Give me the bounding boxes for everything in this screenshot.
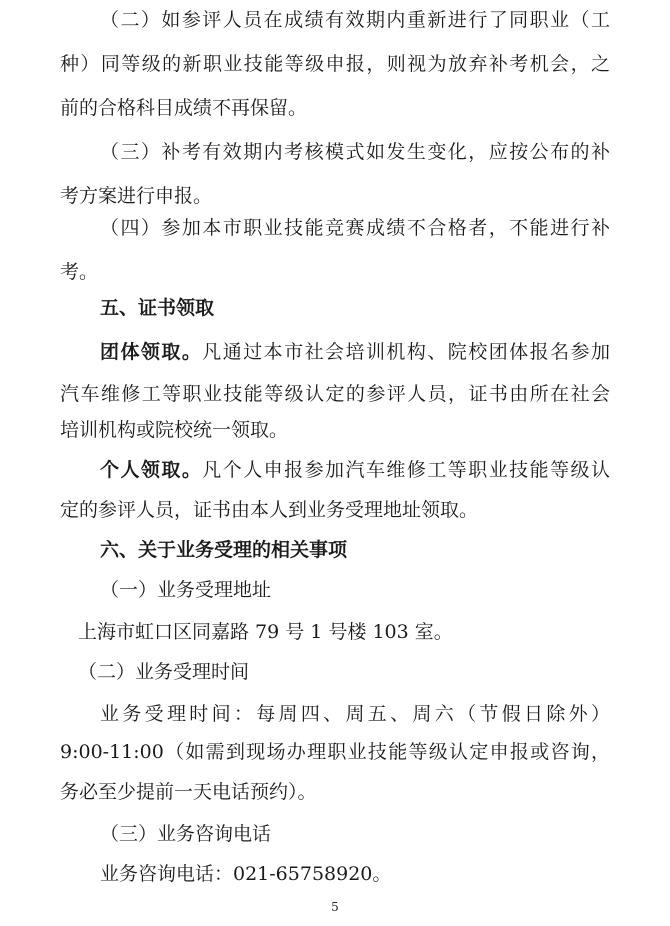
group-collection-line-1 [100,340,610,364]
paragraph-3-line-1: （三）补考有效期内考核模式如发生变化，应按公布的补 [100,141,610,163]
subsection-2-line-1: 业务受理时间：每周四、周五、周六（节假日除外） [100,703,610,725]
subsection-2-title: （二）业务受理时间 [78,661,250,683]
group-collection-text: 凡通过本市社会培训机构、院校团体报名参加 [202,341,610,363]
section-6-heading: 六、关于业务受理的相关事项 [100,539,348,561]
personal-collection-line-1 [100,458,610,482]
subsection-1-title: （一）业务受理地址 [100,579,272,601]
paragraph-4-line-2: 考。 [60,261,99,283]
paragraph-4-line-1: （四）参加本市职业技能竞赛成绩不合格者，不能进行补 [100,217,610,239]
page-number: 5 [331,900,339,914]
section-5-heading: 五、证书领取 [100,297,215,319]
personal-collection-line-2: 定的参评人员，证书由本人到业务受理地址领取。 [60,499,479,521]
subsection-1-text: 上海市虹口区同嘉路 79 号 1 号楼 103 室。 [78,621,453,643]
subsection-2-line-2: 9:00-11:00（如需到现场办理职业技能等级认定申报或咨询， [60,741,610,763]
paragraph-2-line-2: 种）同等级的新职业技能等级申报，则视为放弃补考机会，之 [60,53,610,75]
group-collection-line-3: 培训机构或院校统一领取。 [60,419,289,441]
subsection-3-title: （三）业务咨询电话 [100,823,272,845]
paragraph-2-line-1: （二）如参评人员在成绩有效期内重新进行了同职业（工 [100,9,610,31]
subsection-3-text: 业务咨询电话：021-65758920。 [100,863,392,885]
subsection-2-line-3: 务必至少提前一天电话预约）。 [60,781,317,803]
personal-collection-lead: 个人领取。 [100,459,203,481]
paragraph-3-line-2: 考方案进行申报。 [60,185,213,207]
group-collection-lead: 团体领取。 [100,341,203,363]
paragraph-2-line-3: 前的合格科目成绩不再保留。 [60,97,308,119]
group-collection-line-2: 汽车维修工等职业技能等级认定的参评人员，证书由所在社会 [60,383,610,405]
personal-collection-text: 凡个人申报参加汽车维修工等职业技能等级认 [202,459,610,481]
